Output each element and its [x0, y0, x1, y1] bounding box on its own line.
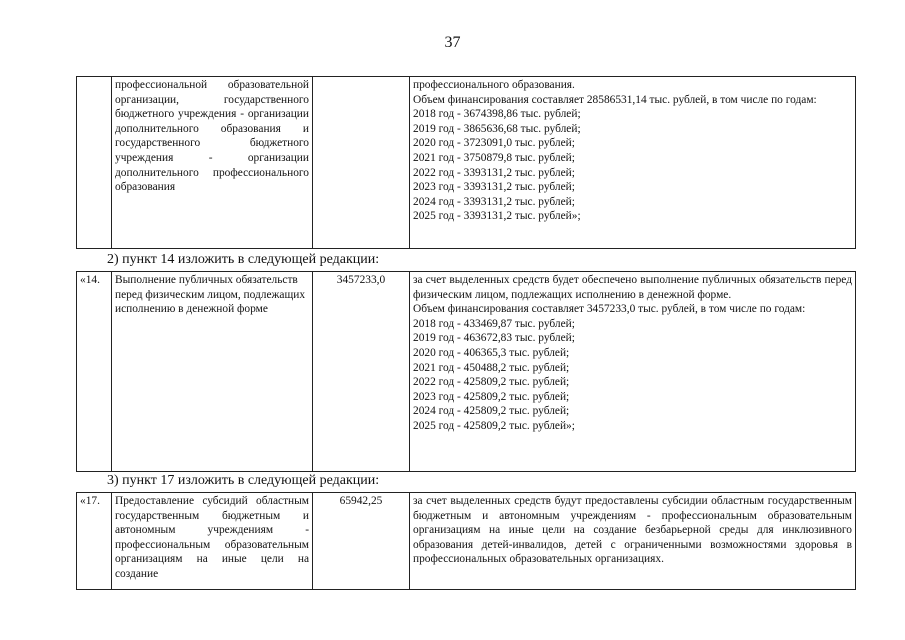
table-block-3: [76, 492, 856, 590]
year-line: 2018 год - 3674398,86 тыс. рублей;: [413, 108, 581, 121]
year-line: 2020 год - 3723091,0 тыс. рублей;: [413, 137, 575, 150]
description-intro: за счет выделенных средств будет обеспечено выполнение публичных обязательств перед физическим лицом, подлежащих исполнению в денежной форме.: [413, 274, 852, 301]
year-line: 2024 год - 425809,2 тыс. рублей;: [413, 405, 570, 418]
year-line: 2023 год - 425809,2 тыс. рублей;: [413, 390, 570, 403]
item-name-cell: Выполнение публичных обязательств перед физическим лицом, подлежащих исполнению в денежной форме: [112, 272, 313, 472]
amount-cell: [313, 77, 410, 249]
table-block-1: [76, 76, 856, 249]
year-line: 2024 год - 3393131,2 тыс. рублей;: [413, 195, 575, 208]
description-cell: за счет выделенных средств будут предоставлены субсидии областным государственным бюджетным и автономным учреждениям - профессиональным образовательным организациям на иные цели на создание безбарьерной среды для инклюзивного образования детей-инвалидов, детей с ограниченными возможностями здоровья в профессиональных образовательных организациях.: [410, 493, 856, 590]
year-line: 2022 год - 3393131,2 тыс. рублей;: [413, 166, 575, 179]
year-line: 2019 год - 3865636,68 тыс. рублей;: [413, 122, 581, 135]
year-line: 2018 год - 433469,87 тыс. рублей;: [413, 317, 575, 330]
item-name-cell: Предоставление субсидий областным государственным бюджетным и автономным учреждениям - профессиональным образовательным организациям на иные цели на создание: [112, 493, 313, 590]
row-number-cell: [77, 77, 112, 249]
year-line: 2019 год - 463672,83 тыс. рублей;: [413, 332, 575, 345]
table-block-2: [76, 271, 856, 472]
section-heading: 3) пункт 17 изложить в следующей редакции:: [107, 473, 380, 488]
item-name-cell: профессиональной образовательной организации, государственного бюджетного учреждения - организации дополнительного образования и государственного бюджетного учреждения - организации дополнительного профессионального образования: [112, 77, 313, 249]
financing-text: Объем финансирования составляет 3457233,0 тыс. рублей, в том числе по годам:: [413, 303, 806, 316]
year-line: 2020 год - 406365,3 тыс. рублей;: [413, 346, 570, 359]
description-cell: [410, 272, 856, 472]
section-heading: 2) пункт 14 изложить в следующей редакции:: [107, 252, 380, 267]
year-line: 2022 год - 425809,2 тыс. рублей;: [413, 376, 570, 389]
page-number: 37: [444, 34, 461, 51]
description-intro: профессионального образования.: [413, 79, 575, 91]
financing-text: Объем финансирования составляет 28586531,14 тыс. рублей, в том числе по годам:: [413, 93, 817, 106]
row-number-cell: «17.: [77, 493, 112, 590]
row-number-cell: «14.: [77, 272, 112, 472]
year-line: 2023 год - 3393131,2 тыс. рублей;: [413, 181, 575, 194]
year-line: 2025 год - 425809,2 тыс. рублей»;: [413, 419, 575, 432]
amount-cell: 65942,25: [313, 493, 410, 590]
amount-cell: 3457233,0: [313, 272, 410, 472]
year-line: 2021 год - 3750879,8 тыс. рублей;: [413, 151, 575, 164]
year-line: 2021 год - 450488,2 тыс. рублей;: [413, 361, 570, 374]
description-cell: [410, 77, 856, 249]
year-line: 2025 год - 3393131,2 тыс. рублей»;: [413, 210, 581, 223]
